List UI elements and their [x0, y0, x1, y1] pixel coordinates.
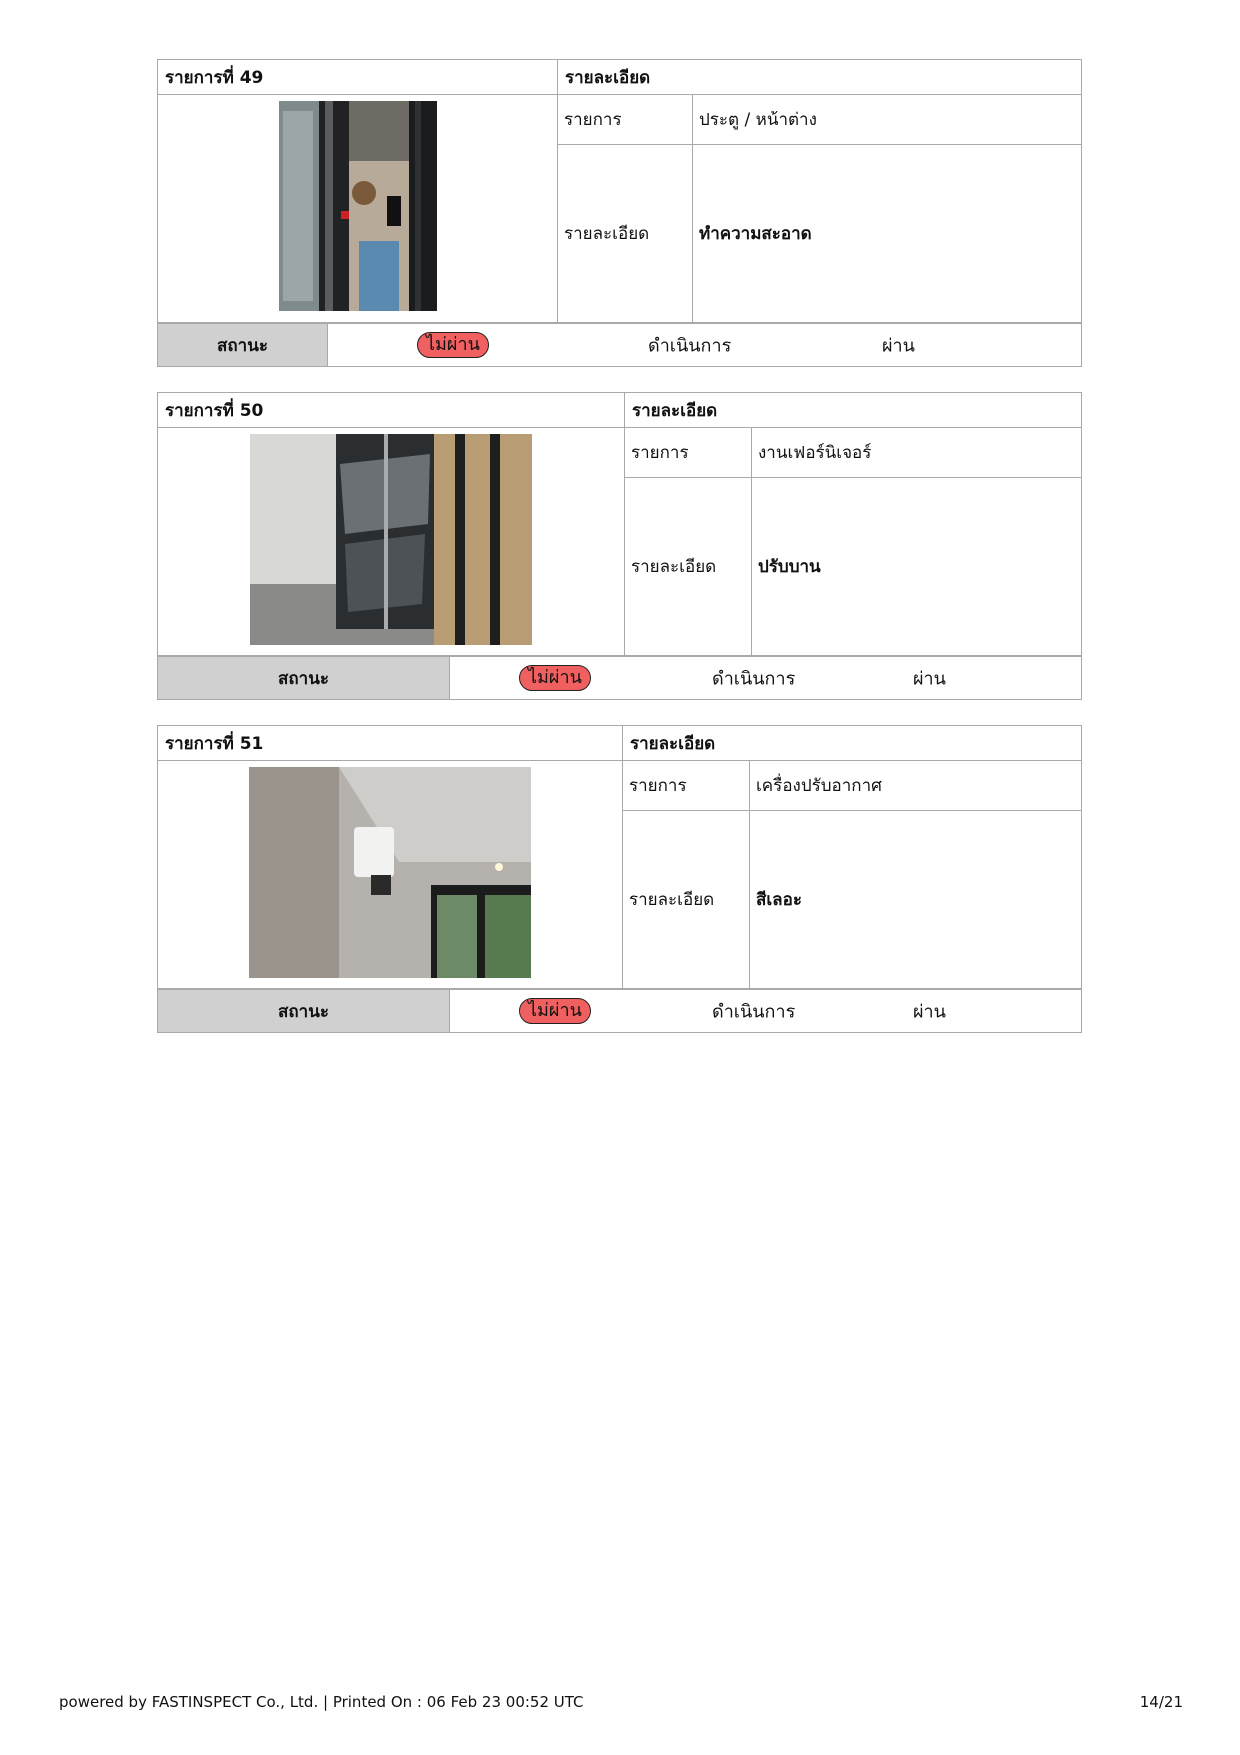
item-title: รายการที่ 49 — [158, 60, 558, 95]
item-photo[interactable] — [250, 434, 532, 645]
detail-header: รายละเอียด — [623, 726, 1081, 761]
status-options — [328, 324, 1081, 366]
status-option-in-progress[interactable]: ดำเนินการ — [712, 1001, 796, 1023]
status-option-pass[interactable]: ผ่าน — [882, 335, 915, 357]
detail-value: ทำความสะอาด — [693, 145, 1081, 323]
status-row — [158, 323, 1081, 366]
status-option-in-progress[interactable]: ดำเนินการ — [648, 335, 732, 357]
status-row — [158, 656, 1081, 699]
item-photo[interactable] — [249, 767, 531, 978]
item-value: เครื่องปรับอากาศ — [750, 761, 1081, 811]
detail-header: รายละเอียด — [558, 60, 1081, 95]
status-row — [158, 989, 1081, 1032]
status-option-fail[interactable]: ไม่ผ่าน — [417, 332, 489, 358]
photo-cell — [158, 95, 558, 323]
detail-value: สีเลอะ — [750, 811, 1081, 989]
inspection-item-50 — [157, 392, 1082, 700]
item-label: รายการ — [623, 761, 750, 811]
status-options — [450, 990, 1081, 1032]
item-label: รายการ — [558, 95, 693, 145]
page-number: 14/21 — [1139, 1693, 1183, 1711]
photo-cell — [158, 761, 623, 989]
item-value: งานเฟอร์นิเจอร์ — [752, 428, 1081, 478]
detail-label: รายละเอียด — [558, 145, 693, 323]
inspection-item-51 — [157, 725, 1082, 1033]
detail-label: รายละเอียด — [625, 478, 752, 656]
status-options — [450, 657, 1081, 699]
status-option-in-progress[interactable]: ดำเนินการ — [712, 668, 796, 690]
inspection-item-49 — [157, 59, 1082, 367]
item-title: รายการที่ 51 — [158, 726, 623, 761]
status-option-pass[interactable]: ผ่าน — [913, 1001, 946, 1023]
footer-credit: powered by FASTINSPECT Co., Ltd. | Printed On : 06 Feb 23 00:52 UTC — [59, 1693, 584, 1711]
photo-cell — [158, 428, 625, 656]
status-label: สถานะ — [158, 990, 450, 1032]
status-label: สถานะ — [158, 657, 450, 699]
detail-header: รายละเอียด — [625, 393, 1081, 428]
item-value: ประตู / หน้าต่าง — [693, 95, 1081, 145]
detail-label: รายละเอียด — [623, 811, 750, 989]
status-label: สถานะ — [158, 324, 328, 366]
status-option-pass[interactable]: ผ่าน — [913, 668, 946, 690]
status-option-fail[interactable]: ไม่ผ่าน — [519, 665, 591, 691]
status-option-fail[interactable]: ไม่ผ่าน — [519, 998, 591, 1024]
detail-value: ปรับบาน — [752, 478, 1081, 656]
item-title: รายการที่ 50 — [158, 393, 625, 428]
item-label: รายการ — [625, 428, 752, 478]
item-photo[interactable] — [279, 101, 437, 311]
